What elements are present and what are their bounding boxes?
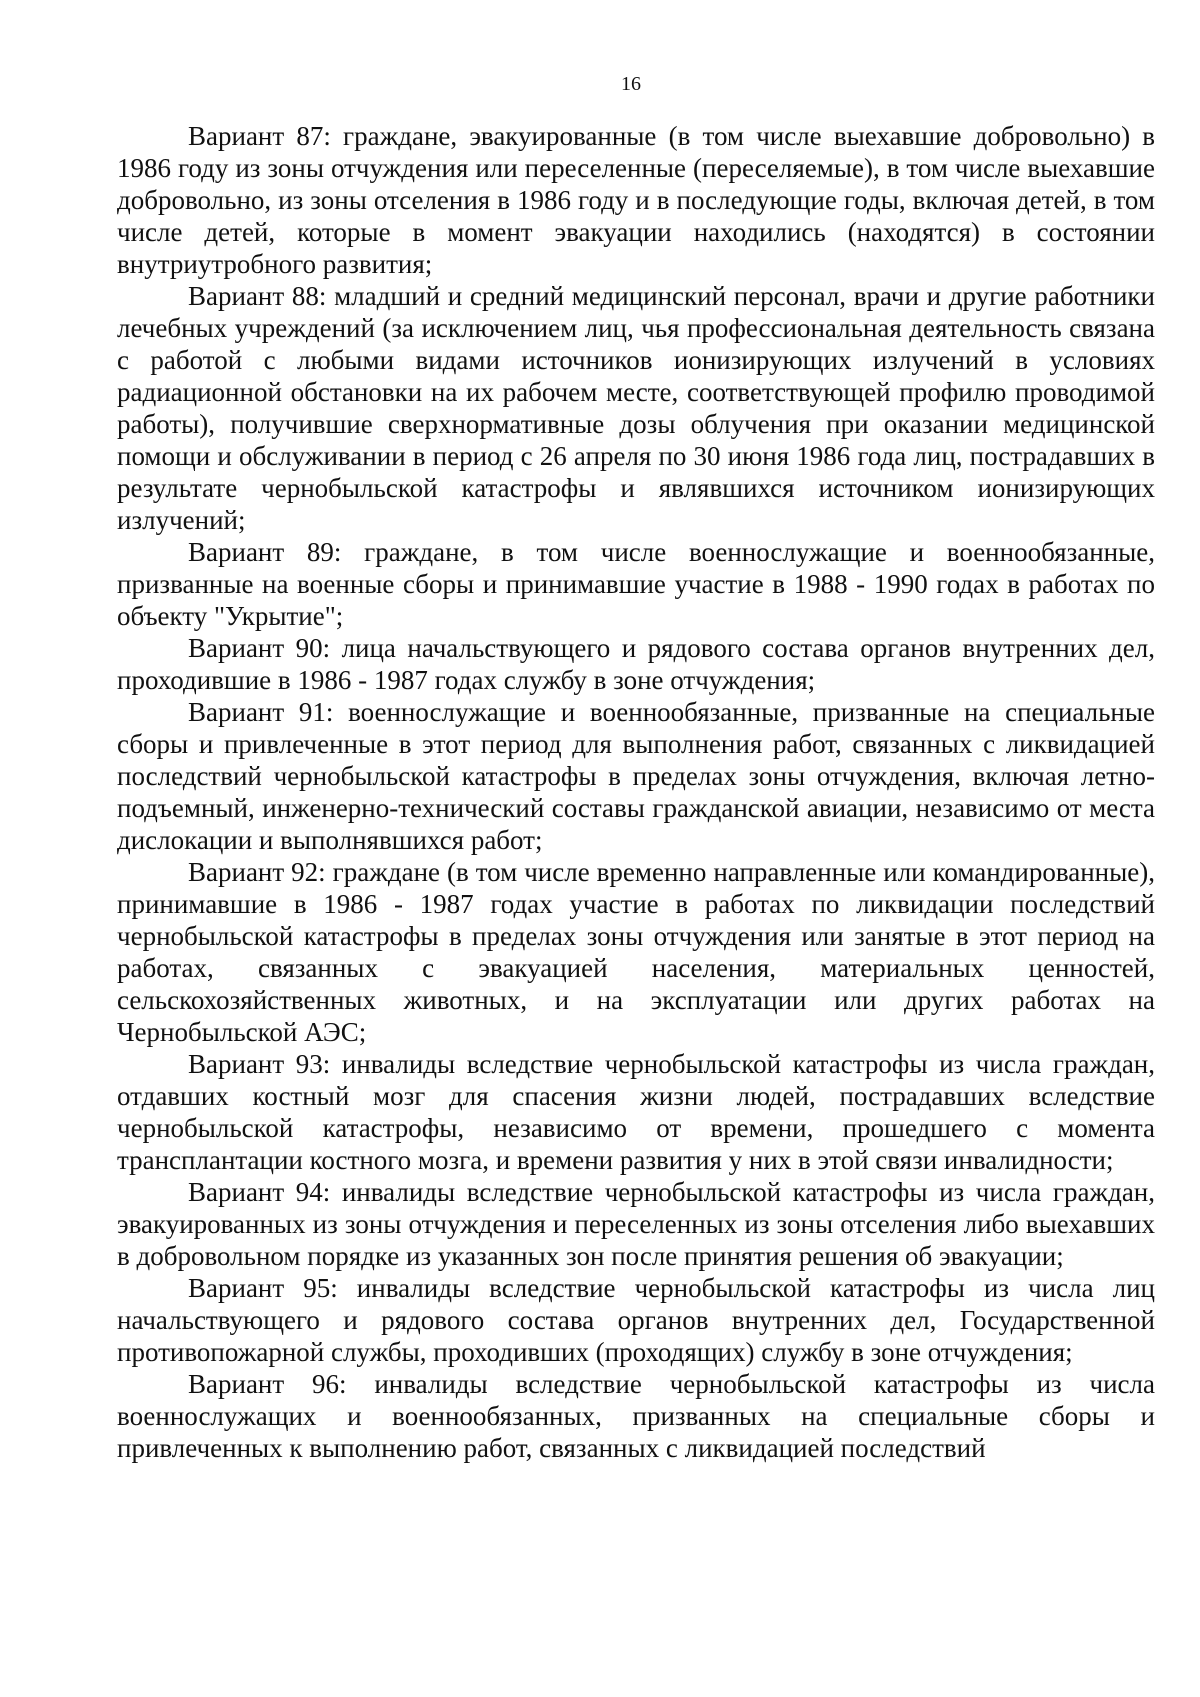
paragraph-variant-89: Вариант 89: граждане, в том числе военнослужащие и военнообязанные, призванные на военные сборы и принимавшие участие в 1988 - 1990 годах в работах по объекту "Укрытие"; [117,537,1155,631]
paragraph-variant-91: Вариант 91: военнослужащие и военнообязанные, призванные на специальные сборы и привлеченные в этот период для выполнения работ, связанных с ликвидацией последствий чернобыльской катастрофы в пределах зоны отчуждения, включая летно-подъемный, инженерно-технический составы гражданской авиации, независимо от места дислокации и выполнявшихся работ; [117,697,1155,855]
paragraph-variant-87: Вариант 87: граждане, эвакуированные (в том числе выехавшие добровольно) в 1986 году из зоны отчуждения или переселенные (переселяемые), в том числе выехавшие добровольно, из зоны отселения в 1986 году и в последующие годы, включая детей, в том числе детей, которые в момент эвакуации находились (находятся) в состоянии внутриутробного развития; [117,121,1155,279]
paragraph-variant-93: Вариант 93: инвалиды вследствие чернобыльской катастрофы из числа граждан, отдавших костный мозг для спасения жизни людей, пострадавших вследствие чернобыльской катастрофы, независимо от времени, прошедшего с момента трансплантации костного мозга, и времени развития у них в этой связи инвалидности; [117,1049,1155,1175]
paragraph-variant-90: Вариант 90: лица начальствующего и рядового состава органов внутренних дел, проходившие в 1986 - 1987 годах службу в зоне отчуждения; [117,633,1155,695]
page-number: 16 [621,73,641,95]
paragraph-variant-94: Вариант 94: инвалиды вследствие чернобыльской катастрофы из числа граждан, эвакуированных из зоны отчуждения и переселенных из зоны отселения либо выехавших в добровольном порядке из указанных зон после принятия решения об эвакуации; [117,1177,1155,1271]
document-body [117,120,1155,1464]
paragraph-variant-96: Вариант 96: инвалиды вследствие чернобыльской катастрофы из числа военнослужащих и военнообязанных, призванных на специальные сборы и привлеченных к выполнению работ, связанных с ликвидацией последствий [117,1369,1155,1463]
paragraph-variant-88: Вариант 88: младший и средний медицинский персонал, врачи и другие работники лечебных учреждений (за исключением лиц, чья профессиональная деятельность связана с работой с любыми видами источников ионизирующих излучений в условиях радиационной обстановки на их рабочем месте, соответствующей профилю проводимой работы), получившие сверхнормативные дозы облучения при оказании медицинской помощи и обслуживании в период с 26 апреля по 30 июня 1986 года лиц, пострадавших в результате чернобыльской катастрофы и являвшихся источником ионизирующих излучений; [117,281,1155,535]
paragraph-variant-95: Вариант 95: инвалиды вследствие чернобыльской катастрофы из числа лиц начальствующего и рядового состава органов внутренних дел, Государственной противопожарной службы, проходивших (проходящих) службу в зоне отчуждения; [117,1273,1155,1367]
paragraph-variant-92: Вариант 92: граждане (в том числе временно направленные или командированные), принимавшие в 1986 - 1987 годах участие в работах по ликвидации последствий чернобыльской катастрофы в пределах зоны отчуждения или занятые в этот период на работах, связанных с эвакуацией населения, материальных ценностей, сельскохозяйственных животных, и на эксплуатации или других работах на Чернобыльской АЭС; [117,857,1155,1047]
